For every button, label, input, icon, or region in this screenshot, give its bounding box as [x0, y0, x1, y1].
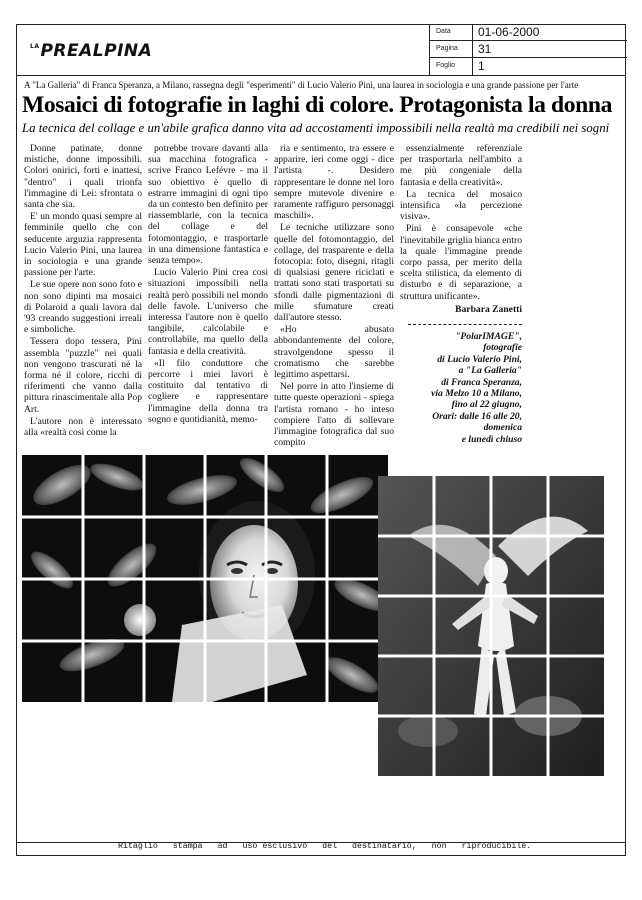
meta-label: Pagina [436, 45, 458, 52]
paragraph: La tecnica del mosaico intensifica «la percezione visiva». [400, 188, 522, 223]
paragraph: Lucio Valerio Pini crea così situazioni impossibili nella realtà però possibili nel mondo delle favole. L'universo che interessa l'autore non è quello tangibile, calcolabile e controllabile, ma quello della fantasia e della creatività. [148, 267, 268, 357]
article-headline: Mosaici di fotografie in laghi di colore. Protagonista la donna [22, 92, 612, 118]
meta-value-page: 31 [478, 42, 492, 56]
info-line: e lunedì chiuso [461, 433, 522, 445]
article-column-2 [148, 143, 268, 426]
info-line: Orari: dalle 16 alle 20, [432, 410, 522, 422]
author-signature: Barbara Zanetti [455, 303, 522, 315]
info-line: di Franca Speranza, [441, 376, 522, 388]
mosaic-photo-artwork [22, 455, 388, 702]
paragraph: Le tecniche utilizzare sono quelle del fotomontaggio, del collage, del trasparente e della fotocopia: foto, disegni, ritagli di qualsiasi genere riciclati e trattati sono stati trasportati su sfondi dalle pigmentazioni di mille sfumature creati dall'autore stesso. [274, 222, 394, 324]
meta-value-date: 01-06-2000 [478, 25, 540, 39]
meta-row-date [430, 24, 627, 41]
dashed-divider [408, 324, 522, 325]
paragraph: ria e sentimento, tra essere e apparire, ieri come oggi - dice l'artista -. Desidero rappresentare le donne nel loro sempre mutevole divenire e raramente raffiguro personaggi maschili». [274, 143, 394, 222]
paragraph: potrebbe trovare davanti alla sua macchina fotografica - scrive Franco Lefévre - ma il suo obiettivo è quello di estrarre immagini di ogni tipo da un contesto ben definito per riassemblarle, con la tecnica del collage e del fotomontaggio, e trasportarle in una dimensione fantastica e senza tempo». [148, 143, 268, 267]
info-line: fotografie [483, 342, 522, 354]
info-line: via Melzo 10 a Milano, [431, 388, 522, 400]
info-line: di Lucio Valerio Pini, [437, 353, 522, 365]
article-column-4 [400, 143, 522, 315]
info-line: "PolarIMAGE", [455, 331, 522, 342]
exhibition-info-box [400, 324, 522, 445]
meta-row-sheet [430, 58, 627, 75]
meta-label: Data [436, 28, 451, 35]
meta-label: Foglio [436, 62, 456, 69]
mosaic-photo-angel [378, 476, 604, 776]
meta-divider [472, 24, 473, 41]
article-kicker: A "La Galleria" di Franca Speranza, a Milano, rassegna degli "esperimenti" di Lucio Valerio Pini, una laurea in sociologia e una grande passione per l'arte [24, 80, 579, 90]
mosaic-photo-woman-face [22, 455, 388, 702]
mosaic-photo-artwork [378, 476, 604, 776]
article-subheadline: La tecnica del collage e un'abile grafica danno vita ad accostamenti impossibili nella realtà ma credibili nei sogni [22, 121, 610, 135]
info-line: fino al 22 giugno, [451, 399, 522, 411]
newspaper-logo [30, 41, 152, 61]
meta-row-page [430, 41, 627, 58]
meta-divider [472, 41, 473, 58]
paragraph: «Il filo conduttore che percorre i miei lavori è costituito dal tentativo di cogliere e rappresentare l'immagine della donna tra sogno e quotidianità, memo- [148, 357, 268, 425]
paragraph: Donne patinate, donne mistiche, donne impossibili. Colori onirici, forti e inattesi, "dentro" i quali trionfa l'immagine di Lei: sfrontata o santa che sia. [24, 143, 142, 211]
info-line: a "La Galleria" [458, 365, 522, 377]
paragraph: Pini è consapevole «che l'inevitabile griglia bianca entro la quale l'immagine prende corpo passa, per merito della scelta stilistica, da elemento di disturbo e di separazione, a struttura unificante». [400, 223, 522, 302]
article-column-3 [274, 143, 394, 449]
reproduction-notice: Ritaglio stampa ad uso esclusivo del destinatario, non riproducibile. [118, 842, 532, 851]
paragraph: «Ho abusato abbondantemente del colore, stravolgendone spesso il cromatismo che sarebbe legittimo aspettarsi. [274, 324, 394, 381]
meta-divider [472, 58, 473, 75]
article-column-1 [24, 143, 142, 439]
logo-text: PREALPINA [40, 41, 153, 61]
paragraph: L'autore non è interessato alla «realtà così come la [24, 415, 142, 439]
paragraph: E' un mondo quasi sempre al femminile quello che con seducente arguzia rappresenta Lucio Valerio Pini, una laurea in sociologia e una grande passione per l'arte. [24, 211, 142, 279]
paragraph: Nel porre in atto l'insieme di tutte queste operazioni - spiega l'artista romano - ho inteso compiere l'atto di sollevare l'immagine fotografica dal suo compito [274, 381, 394, 449]
paragraph: essenzialmente referenziale per trasportarla nell'ambito a me più congeniale della fantasia e della creatività». [400, 143, 522, 188]
paragraph: Le sue opere non sono foto e non sono dipinti ma mosaici di Polaroid a quali lavora dal '93 creando suggestioni irreali e simboliche. [24, 279, 142, 336]
logo-prefix: LA [30, 43, 40, 50]
meta-value-sheet: 1 [478, 59, 485, 73]
paragraph: Tessera dopo tessera, Pini assembla "puzzle" nei quali non vengono trascurati né la forma né il colore, ricchi di riferimenti che vanno dalla pittura rinascimentale alla Pop Art. [24, 336, 142, 415]
masthead [16, 24, 626, 76]
clipping-meta-box [429, 24, 626, 75]
info-line: domenica [483, 422, 522, 434]
